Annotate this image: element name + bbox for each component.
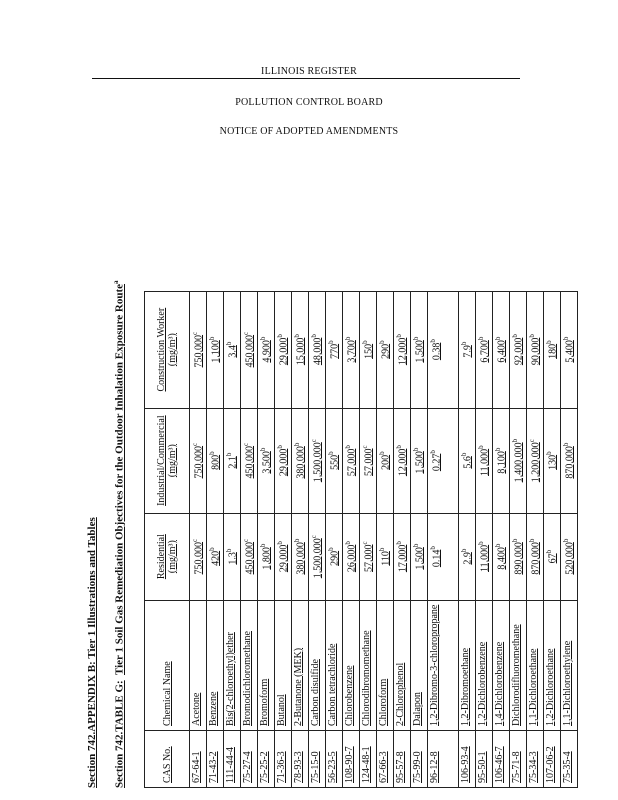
- cell-ind: 57,000$^c$: [360, 408, 377, 513]
- cell-cas: 71-36-3: [275, 731, 292, 788]
- table-row: [258, 291, 275, 787]
- cell-ind: 750,000$^c$: [190, 408, 207, 513]
- cell-res: 1,800$^b$: [258, 513, 275, 600]
- cell-name: Bis(2-chloroethyl)ether: [224, 600, 241, 730]
- table-row: [476, 291, 493, 787]
- board-name: POLLUTION CONTROL BOARD: [235, 97, 383, 108]
- cell-res: 110$^b$: [377, 513, 394, 600]
- cell-cas: 95-57-8: [394, 731, 411, 788]
- cell-con: 770$^b$: [326, 291, 343, 408]
- cell-cas: 75-15-0: [309, 731, 326, 788]
- cell-cas: 56-23-5: [326, 731, 343, 788]
- cell-res: 67$^b$: [544, 513, 561, 600]
- cell-con: 29,000$^b$: [275, 291, 292, 408]
- cell-name: Carbon tetrachloride: [326, 600, 343, 730]
- cell-ind: 2.1$^b$: [224, 408, 241, 513]
- table-row: [428, 291, 459, 787]
- col-residential: Residential (mg/m³): [145, 513, 190, 600]
- cell-con: 150$^b$: [360, 291, 377, 408]
- soil-gas-table: [144, 291, 578, 788]
- cell-name: 1,2-Dichlorobenzene: [476, 600, 493, 730]
- table-title-footnote: a: [112, 280, 120, 284]
- cell-name: 1,4-Dichlorobenzene: [493, 600, 510, 730]
- cell-con: 48,000$^b$: [309, 291, 326, 408]
- cell-con: 180$^b$: [544, 291, 561, 408]
- cell-con: 0.38$^b$: [428, 291, 459, 408]
- cell-name: Dichlorodifluoromethane: [510, 600, 527, 730]
- cell-res: 520,000$^b$: [561, 513, 578, 600]
- cell-res: 380,000$^b$: [292, 513, 309, 600]
- cell-cas: 75-35-4: [561, 731, 578, 788]
- cell-con: 15,000$^b$: [292, 291, 309, 408]
- cell-res: 450,000$^c$: [241, 513, 258, 600]
- table-row: [207, 291, 224, 787]
- cell-res: 57,000$^c$: [360, 513, 377, 600]
- cell-ind: 130$^b$: [544, 408, 561, 513]
- cell-cas: 75-71-8: [510, 731, 527, 788]
- cell-con: 7.9$^b$: [459, 291, 476, 408]
- cell-ind: 1,500,000$^c$: [309, 408, 326, 513]
- cell-ind: 800$^b$: [207, 408, 224, 513]
- cell-res: 420$^b$: [207, 513, 224, 600]
- cell-con: 12,000$^b$: [394, 291, 411, 408]
- cell-ind: 450,000$^c$: [241, 408, 258, 513]
- cell-cas: 67-64-1: [190, 731, 207, 788]
- cell-res: 290$^b$: [326, 513, 343, 600]
- cell-res: 750,000$^c$: [190, 513, 207, 600]
- table-row: [275, 291, 292, 787]
- cell-cas: 95-50-1: [476, 731, 493, 788]
- cell-name: Acetone: [190, 600, 207, 730]
- header-rule: [92, 78, 520, 79]
- cell-name: Carbon disulfide: [309, 600, 326, 730]
- table-row: [360, 291, 377, 787]
- cell-con: 3.4$^b$: [224, 291, 241, 408]
- col-name: Chemical Name: [145, 600, 190, 730]
- table-row: [190, 291, 207, 787]
- cell-ind: 1,400,000$^b$: [510, 408, 527, 513]
- table-row: [510, 291, 527, 787]
- cell-ind: 0.27$^b$: [428, 408, 459, 513]
- col-industrial: Industrial/Commercial (mg/m³): [145, 408, 190, 513]
- cell-cas: 107-06-2: [544, 731, 561, 788]
- cell-name: Bromoform: [258, 600, 275, 730]
- cell-ind: 1,200,000$^c$: [527, 408, 544, 513]
- cell-con: 1,100$^b$: [207, 291, 224, 408]
- cell-ind: 5.6$^b$: [459, 408, 476, 513]
- cell-name: Bromodichloromethane: [241, 600, 258, 730]
- table-row: [241, 291, 258, 787]
- section-heading: Section 742.APPENDIX B: Tier 1 Illustrations and Tables: [86, 517, 98, 788]
- table-row: [411, 291, 428, 787]
- cell-ind: 1,500$^b$: [411, 408, 428, 513]
- cell-res: 1.3$^b$: [224, 513, 241, 600]
- table-body: [190, 291, 578, 787]
- cell-res: 890,000$^b$: [510, 513, 527, 600]
- table-row: [343, 291, 360, 787]
- table-header-row: [145, 291, 190, 787]
- cell-con: 750,000$^c$: [190, 291, 207, 408]
- cell-con: 290$^b$: [377, 291, 394, 408]
- table-row: [561, 291, 578, 787]
- col-construction: Construction Worker (mg/m³): [145, 291, 190, 408]
- table-row: [459, 291, 476, 787]
- notice-title: NOTICE OF ADOPTED AMENDMENTS: [219, 126, 399, 137]
- cell-res: 1,500,000$^c$: [309, 513, 326, 600]
- cell-name: 1,2-Dichloroethane: [544, 600, 561, 730]
- table-row: [544, 291, 561, 787]
- cell-res: 1,500$^b$: [411, 513, 428, 600]
- cell-con: 92,000$^b$: [510, 291, 527, 408]
- table-title-rest: Tier 1 Soil Gas Remediation Objectives for the Outdoor Inhalation Exposure Route: [113, 283, 126, 676]
- cell-ind: 11,000$^b$: [476, 408, 493, 513]
- cell-name: Chloroform: [377, 600, 394, 730]
- cell-name: Chlorodibromomethane: [360, 600, 377, 730]
- table-row: [292, 291, 309, 787]
- cell-ind: 12,000$^b$: [394, 408, 411, 513]
- cell-cas: 124-48-1: [360, 731, 377, 788]
- table-row: [377, 291, 394, 787]
- cell-name: 2-Butanone (MEK): [292, 600, 309, 730]
- cell-res: 26,000$^b$: [343, 513, 360, 600]
- cell-cas: 78-93-3: [292, 731, 309, 788]
- cell-ind: 8,100$^b$: [493, 408, 510, 513]
- cell-res: 0.14$^b$: [428, 513, 459, 600]
- cell-ind: 550$^b$: [326, 408, 343, 513]
- cell-name: Butanol: [275, 600, 292, 730]
- cell-ind: 3,500$^b$: [258, 408, 275, 513]
- cell-con: 4,900$^b$: [258, 291, 275, 408]
- cell-con: 1,500$^b$: [411, 291, 428, 408]
- register-header: ILLINOIS REGISTER: [261, 66, 357, 77]
- cell-ind: 57,000$^b$: [343, 408, 360, 513]
- cell-ind: 200$^b$: [377, 408, 394, 513]
- table-title: [112, 280, 126, 788]
- cell-cas: 108-90-7: [343, 731, 360, 788]
- cell-con: 90,000$^b$: [527, 291, 544, 408]
- cell-ind: 29,000$^b$: [275, 408, 292, 513]
- cell-name: 1,1-Dichloroethane: [527, 600, 544, 730]
- cell-cas: 96-12-8: [428, 731, 459, 788]
- cell-con: 6,400$^b$: [493, 291, 510, 408]
- cell-name: 1,2-Dibromo-3-chloropropane: [428, 600, 459, 730]
- cell-name: Chlorobenzene: [343, 600, 360, 730]
- cell-cas: 71-43-2: [207, 731, 224, 788]
- cell-name: Dalapon: [411, 600, 428, 730]
- cell-cas: 67-66-3: [377, 731, 394, 788]
- cell-res: 870,000$^b$: [527, 513, 544, 600]
- cell-cas: 75-25-2: [258, 731, 275, 788]
- cell-con: 5,400$^b$: [561, 291, 578, 408]
- table-row: [493, 291, 510, 787]
- cell-res: 2.9$^b$: [459, 513, 476, 600]
- cell-cas: 111-44-4: [224, 731, 241, 788]
- cell-res: 8,400$^b$: [493, 513, 510, 600]
- cell-cas: 106-93-4: [459, 731, 476, 788]
- rotated-table-page: [86, 148, 576, 788]
- cell-con: 6,700$^b$: [476, 291, 493, 408]
- cell-con: 450,000$^c$: [241, 291, 258, 408]
- table-row: [527, 291, 544, 787]
- cell-name: 1,2-Dibromoethane: [459, 600, 476, 730]
- cell-name: 2-Chlorophenol: [394, 600, 411, 730]
- cell-res: 29,000$^b$: [275, 513, 292, 600]
- table-title-prefix: Section 742.TABLE G:: [113, 680, 126, 788]
- cell-name: 1,1-Dichloroethylene: [561, 600, 578, 730]
- cell-cas: 75-27-4: [241, 731, 258, 788]
- col-cas: CAS No.: [145, 731, 190, 788]
- cell-ind: 380,000$^b$: [292, 408, 309, 513]
- cell-cas: 106-46-7: [493, 731, 510, 788]
- table-row: [326, 291, 343, 787]
- cell-con: 3,700$^b$: [343, 291, 360, 408]
- table-row: [309, 291, 326, 787]
- cell-name: Benzene: [207, 600, 224, 730]
- table-row: [224, 291, 241, 787]
- cell-res: 17,000$^b$: [394, 513, 411, 600]
- cell-cas: 75-99-0: [411, 731, 428, 788]
- cell-cas: 75-34-3: [527, 731, 544, 788]
- table-row: [394, 291, 411, 787]
- cell-ind: 870,000$^b$: [561, 408, 578, 513]
- cell-res: 11,000$^b$: [476, 513, 493, 600]
